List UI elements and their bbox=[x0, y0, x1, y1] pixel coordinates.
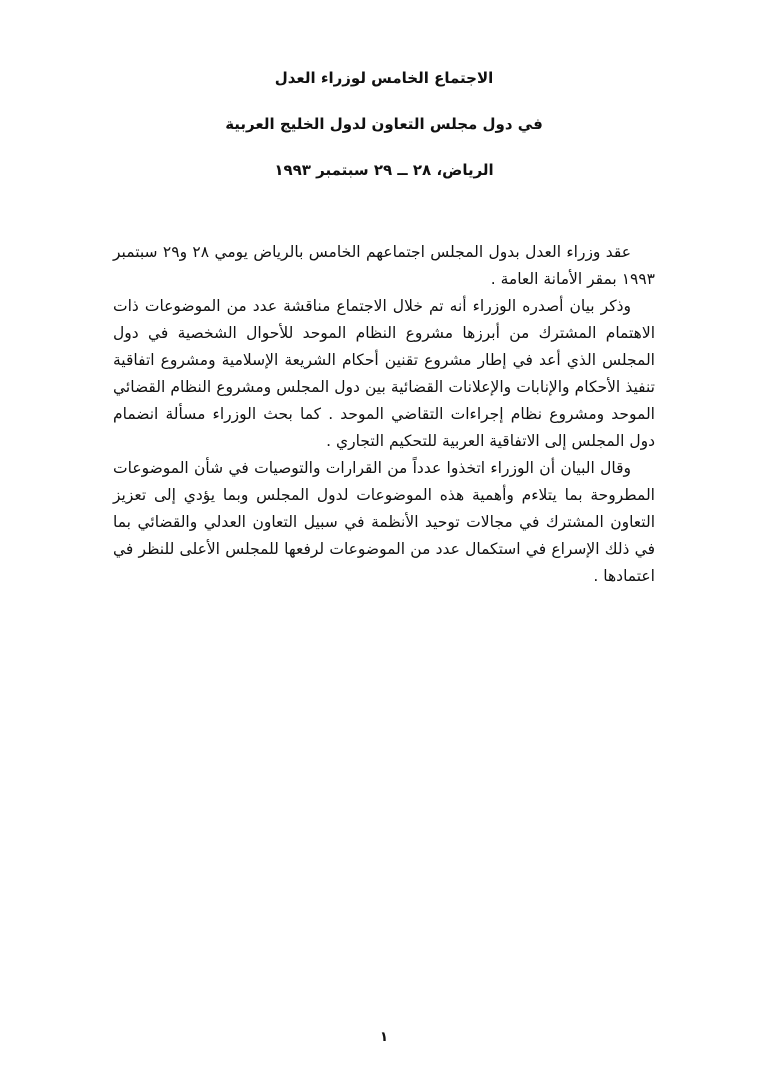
paragraph-1: عقد وزراء العدل بدول المجلس اجتماعهم الخامس بالرياض يومي ٢٨ و٢٩ سبتمبر ١٩٩٣ بمقر الأمانة العامة . bbox=[113, 243, 655, 288]
document-title-line-2: في دول مجلس التعاون لدول الخليج العربية bbox=[225, 115, 543, 133]
page-number: ١ bbox=[379, 1029, 389, 1045]
document-title-block bbox=[0, 0, 768, 179]
document-body bbox=[113, 239, 655, 590]
document-title-line-1: الاجتماع الخامس لوزراء العدل bbox=[274, 69, 494, 87]
paragraph-2: وذكر بيان أصدره الوزراء أنه تم خلال الاجتماع مناقشة عدد من الموضوعات ذات الاهتمام المشترك من أبرزها مشروع النظام الموحد للأحوال الشخصية في دول المجلس الذي أعد في إطار مشروع تقنين أحكام الشريعة الإسلامية ومشروع اتفاقية تنفيذ الأحكام والإنابات والإعلانات القضائية بين دول المجلس ومشروع النظام القضائي الموحد ومشروع نظام إجراءات التقاضي الموحد . كما بحث الوزراء مسألة انضمام دول المجلس إلى الاتفاقية العربية للتحكيم التجاري . bbox=[113, 297, 655, 450]
paragraph-3: وقال البيان أن الوزراء اتخذوا عدداً من القرارات والتوصيات في شأن الموضوعات المطروحة بما يتلاءم وأهمية هذه الموضوعات لدول المجلس وبما يؤدي إلى تعزيز التعاون المشترك في مجالات توحيد الأنظمة في سبيل التعاون العدلي والقضائي بما في ذلك الإسراع في استكمال عدد من الموضوعات لرفعها للمجلس الأعلى للنظر في اعتمادها . bbox=[113, 459, 655, 585]
page-footer bbox=[0, 1026, 768, 1045]
document-title-line-3: الرياض، ٢٨ ــ ٢٩ سبتمبر ١٩٩٣ bbox=[274, 161, 494, 179]
